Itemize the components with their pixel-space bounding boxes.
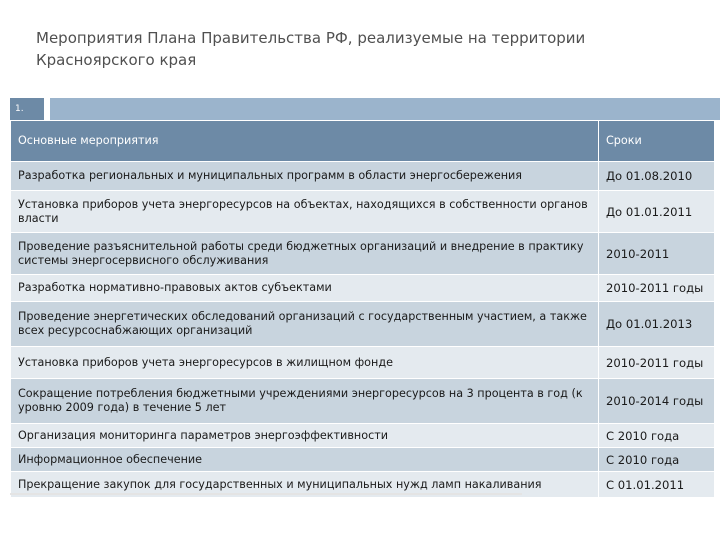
measure-cell: Установка приборов учета энергоресурсов в жилищном фонде [11,347,599,379]
term-cell: С 01.01.2011 [599,472,715,498]
table-row [11,448,715,472]
term-cell: До 01.01.2011 [599,191,715,233]
measure-cell: Организация мониторинга параметров энергоэффективности [11,424,599,448]
measure-cell: Проведение энергетических обследований организаций с государственным участием, а также всех ресурсоснабжающих организаций [11,302,599,347]
table-row [11,424,715,448]
measure-cell: Разработка региональных и муниципальных программ в области энергосбережения [11,162,599,191]
header-bar [50,98,720,120]
term-cell: 2010-2011 годы [599,347,715,379]
measure-cell: Информационное обеспечение [11,448,599,472]
measure-cell: Прекращение закупок для государственных и муниципальных нужд ламп накаливания [11,472,599,498]
term-cell: С 2010 года [599,424,715,448]
table-row [11,191,715,233]
column-header-terms: Сроки [599,121,715,162]
term-cell: До 01.08.2010 [599,162,715,191]
section-header-strip [10,98,720,120]
table-row [11,233,715,275]
table-row [11,275,715,302]
measure-cell: Разработка нормативно-правовых актов субъектами [11,275,599,302]
term-cell: С 2010 года [599,448,715,472]
section-number: 1. [10,98,44,120]
table-header-row [11,121,715,162]
page-title: Мероприятия Плана Правительства РФ, реализуемые на территории Красноярского края [36,29,586,69]
measure-cell: Сокращение потребления бюджетными учреждениями энергоресурсов на 3 процента в год (к уровню 2009 года) в течение 5 лет [11,379,599,424]
table-row [11,302,715,347]
measure-cell: Проведение разъяснительной работы среди бюджетных организаций и внедрение в практику системы энергосервисного обслуживания [11,233,599,275]
table-row [11,162,715,191]
measures-table [10,120,715,498]
term-cell: 2010-2011 [599,233,715,275]
table-row [11,347,715,379]
term-cell: 2010-2011 годы [599,275,715,302]
table-row [11,379,715,424]
measure-cell: Установка приборов учета энергоресурсов на объектах, находящихся в собственности органов власти [11,191,599,233]
term-cell: 2010-2014 годы [599,379,715,424]
column-header-measures: Основные мероприятия [11,121,599,162]
term-cell: До 01.01.2013 [599,302,715,347]
footer-divider [10,493,522,495]
